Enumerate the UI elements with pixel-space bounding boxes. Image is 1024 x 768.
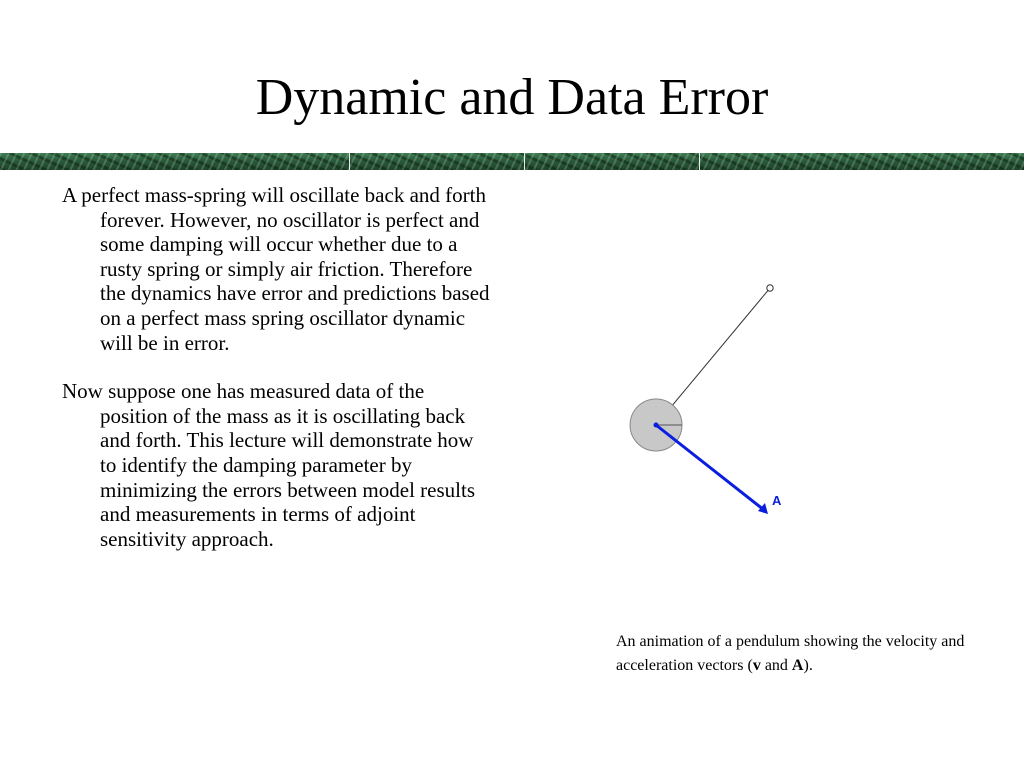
slide-title: Dynamic and Data Error — [255, 69, 769, 126]
acceleration-vector — [656, 425, 764, 510]
band-segment-divider — [699, 153, 700, 170]
caption-v-label: v — [752, 657, 761, 674]
caption-text: An animation of a pendulum showing the velocity and acceleration vectors ( — [616, 633, 965, 674]
paragraph-measured-data: Now suppose one has measured data of the position of the mass as it is oscillating back and forth. This lecture will demonstrate how to identify the damping parameter by minimizing the errors between model results and measurements in terms of adjoint sensitivity approach. — [62, 379, 475, 551]
caption-suffix: ). — [803, 657, 813, 674]
band-segment-divider — [524, 153, 525, 170]
body-text — [62, 183, 490, 575]
pendulum-string — [656, 288, 770, 425]
figure-caption — [616, 630, 996, 678]
pendulum-figure — [600, 270, 820, 530]
title-divider-band — [0, 153, 1024, 170]
paragraph-damping: A perfect mass-spring will oscillate back and forth forever. However, no oscillator is perfect and some damping will occur whether due to a rusty spring or simply air friction. Therefore the dynamics have error and predictions based on a perfect mass spring oscillator dynamic will be in error. — [62, 183, 490, 355]
band-segment-divider — [349, 153, 350, 170]
caption-and: and — [760, 657, 792, 674]
caption-a-label: A — [791, 657, 804, 674]
vector-label-a: A — [772, 493, 782, 508]
pivot-icon — [767, 285, 773, 291]
bob-center-dot — [654, 423, 659, 428]
